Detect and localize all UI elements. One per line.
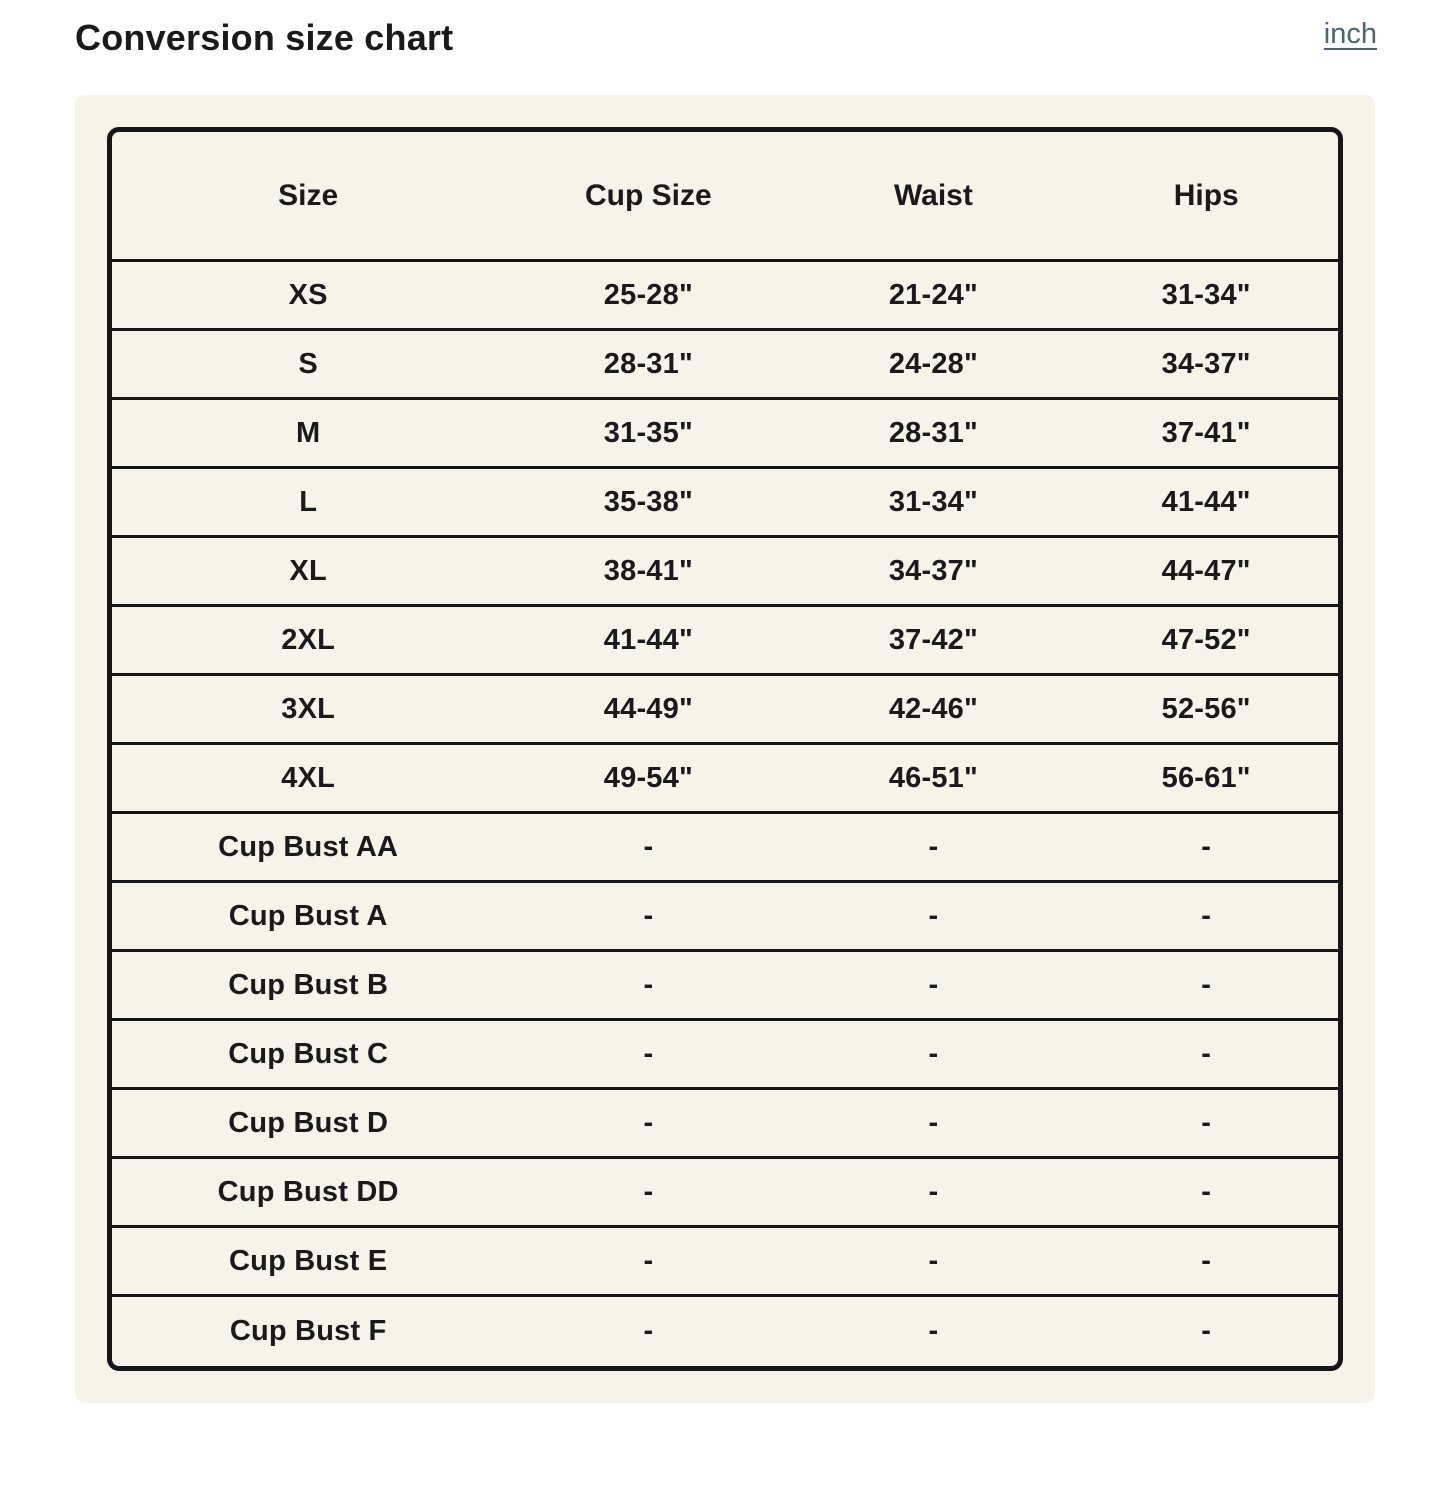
- size-cell: Cup Bust D: [112, 1090, 504, 1159]
- cup-size-cell: -: [504, 952, 792, 1021]
- waist-cell: 46-51": [792, 745, 1074, 814]
- size-cell: Cup Bust E: [112, 1228, 504, 1297]
- table-row: [112, 952, 1338, 1021]
- table-row: [112, 1090, 1338, 1159]
- waist-cell: 24-28": [792, 331, 1074, 400]
- waist-cell: -: [792, 814, 1074, 883]
- hips-cell: -: [1074, 1159, 1338, 1228]
- table-row: [112, 1021, 1338, 1090]
- hips-cell: -: [1074, 814, 1338, 883]
- column-header-cup-size: Cup Size: [504, 132, 792, 262]
- hips-cell: -: [1074, 1090, 1338, 1159]
- hips-cell: 37-41": [1074, 400, 1338, 469]
- size-cell: Cup Bust C: [112, 1021, 504, 1090]
- column-header-size: Size: [112, 132, 504, 262]
- cup-size-cell: -: [504, 1228, 792, 1297]
- size-cell: XS: [112, 262, 504, 331]
- hips-cell: 44-47": [1074, 538, 1338, 607]
- hips-cell: -: [1074, 952, 1338, 1021]
- table-row: [112, 883, 1338, 952]
- cup-size-cell: -: [643, 1315, 654, 1347]
- hips-cell: 41-44": [1074, 469, 1338, 538]
- cup-size-cell: 28-31": [504, 331, 792, 400]
- waist-cell: -: [792, 1021, 1074, 1090]
- cup-size-cell: 35-38": [504, 469, 792, 538]
- waist-cell: -: [928, 1315, 939, 1347]
- cup-size-cell: -: [504, 883, 792, 952]
- hips-cell: 47-52": [1074, 607, 1338, 676]
- waist-cell: 21-24": [792, 262, 1074, 331]
- hips-cell: -: [1074, 883, 1338, 952]
- page-title: Conversion size chart: [75, 17, 454, 58]
- table-row: [112, 400, 1338, 469]
- table-row: [112, 469, 1338, 538]
- waist-cell: -: [792, 952, 1074, 1021]
- table-row: [112, 814, 1338, 883]
- table-row: [112, 607, 1338, 676]
- size-cell: 4XL: [112, 745, 504, 814]
- column-header-hips: Hips: [1074, 132, 1338, 262]
- waist-cell: 34-37": [792, 538, 1074, 607]
- size-cell: Cup Bust AA: [112, 814, 504, 883]
- size-cell: 3XL: [112, 676, 504, 745]
- waist-cell: 42-46": [792, 676, 1074, 745]
- table-header: [112, 132, 1338, 262]
- page-header: [75, 16, 1377, 59]
- size-table-body: [112, 262, 1338, 1366]
- waist-cell: -: [792, 1159, 1074, 1228]
- waist-cell: -: [792, 883, 1074, 952]
- size-cell: L: [112, 469, 504, 538]
- table-header-row: [112, 132, 1338, 262]
- hips-cell: -: [1074, 1228, 1338, 1297]
- waist-cell: -: [792, 1090, 1074, 1159]
- cup-size-cell: -: [504, 1159, 792, 1228]
- size-cell: Cup Bust A: [112, 883, 504, 952]
- cup-size-cell: -: [504, 1021, 792, 1090]
- cup-size-cell: 44-49": [504, 676, 792, 745]
- size-chart-panel: [75, 95, 1375, 1403]
- waist-cell: 28-31": [792, 400, 1074, 469]
- table-row: [112, 1297, 1338, 1366]
- cup-size-cell: -: [504, 1090, 792, 1159]
- table-row: [112, 1228, 1338, 1297]
- size-cell: 2XL: [112, 607, 504, 676]
- hips-cell: 56-61": [1074, 745, 1338, 814]
- size-cell: Cup Bust DD: [112, 1159, 504, 1228]
- size-cell: XL: [112, 538, 504, 607]
- cup-size-cell: 49-54": [504, 745, 792, 814]
- hips-cell: -: [1201, 1315, 1212, 1347]
- waist-cell: -: [792, 1228, 1074, 1297]
- cup-size-cell: 41-44": [504, 607, 792, 676]
- table-row: [112, 1159, 1338, 1228]
- hips-cell: 52-56": [1074, 676, 1338, 745]
- waist-cell: 37-42": [792, 607, 1074, 676]
- hips-cell: -: [1074, 1021, 1338, 1090]
- cup-size-cell: 31-35": [504, 400, 792, 469]
- cup-size-cell: 38-41": [504, 538, 792, 607]
- cup-size-cell: -: [504, 814, 792, 883]
- table-row: [112, 538, 1338, 607]
- column-header-waist: Waist: [792, 132, 1074, 262]
- unit-toggle-link[interactable]: inch: [1323, 18, 1377, 50]
- size-cell: Cup Bust F: [229, 1315, 387, 1347]
- table-row: [112, 745, 1338, 814]
- table-row: [112, 262, 1338, 331]
- size-cell: Cup Bust B: [112, 952, 504, 1021]
- cup-size-cell: 25-28": [504, 262, 792, 331]
- size-cell: S: [112, 331, 504, 400]
- hips-cell: 34-37": [1074, 331, 1338, 400]
- size-cell: M: [112, 400, 504, 469]
- table-row: [112, 676, 1338, 745]
- table-row: [112, 331, 1338, 400]
- conversion-size-table: [107, 127, 1343, 1371]
- waist-cell: 31-34": [792, 469, 1074, 538]
- hips-cell: 31-34": [1074, 262, 1338, 331]
